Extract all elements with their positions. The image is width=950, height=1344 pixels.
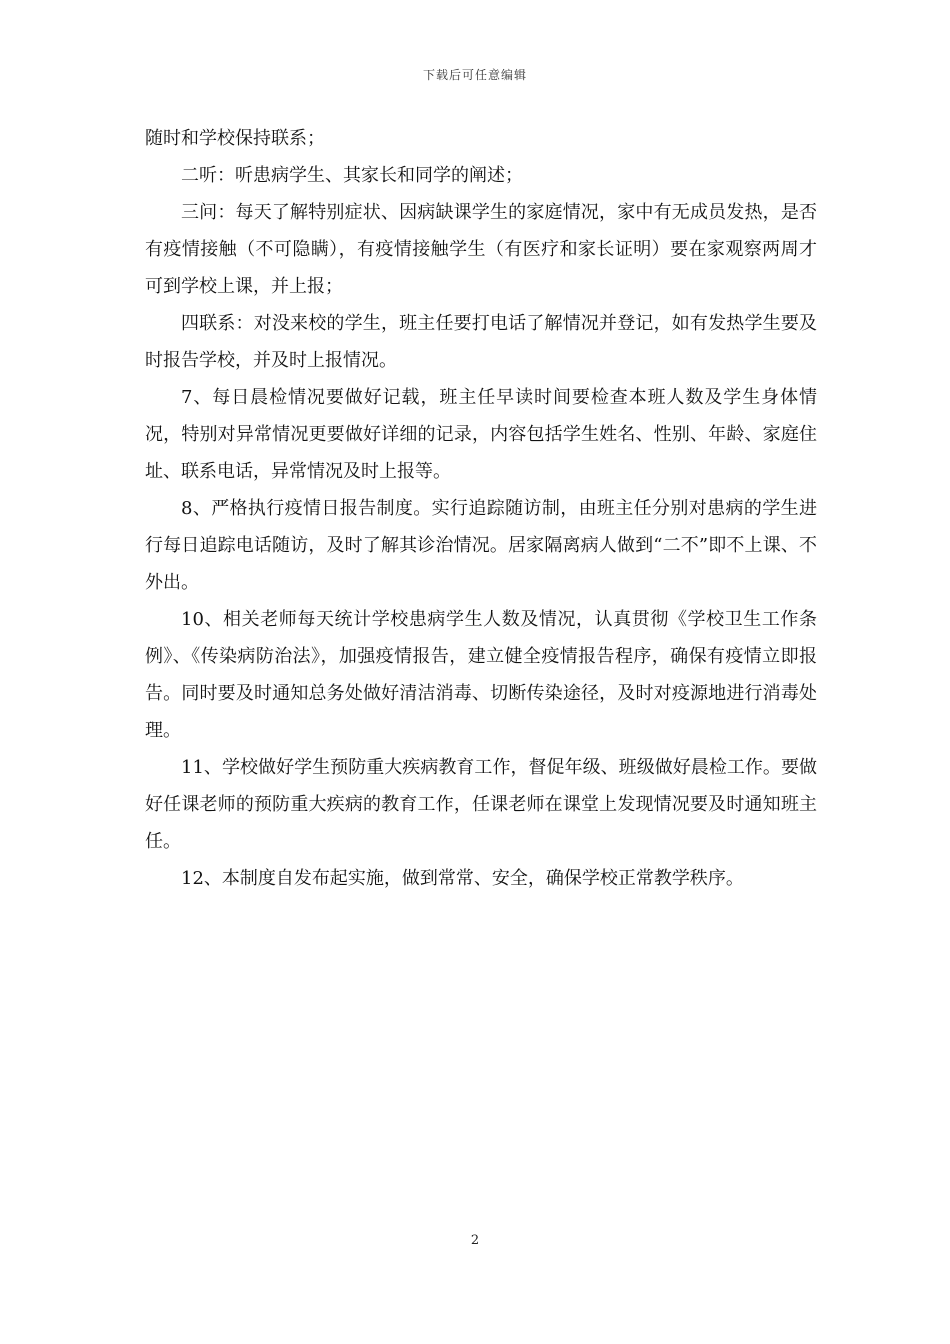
paragraph: 10、相关老师每天统计学校患病学生人数及情况，认真贯彻《学校卫生工作条例》、《传染病防治法》，加强疫情报告，建立健全疫情报告程序，确保有疫情立即报告。同时要及时通知总务处做好清洁消毒、切断传染途径，及时对疫源地进行消毒处理。 xyxy=(145,609,817,741)
paragraph: 12、本制度自发布起实施，做到常常、安全，确保学校正常教学秩序。 xyxy=(181,868,744,889)
paragraph: 7、每日晨检情况要做好记载，班主任早读时间要检查本班人数及学生身体情况，特别对异常情况更要做好详细的记录，内容包括学生姓名、性别、年龄、家庭住址、联系电话，异常情况及时上报等。 xyxy=(145,387,817,482)
paragraph: 三问：每天了解特别症状、因病缺课学生的家庭情况，家中有无成员发热，是否有疫情接触（不可隐瞒），有疫情接触学生（有医疗和家长证明）要在家观察两周才可到学校上课，并上报； xyxy=(145,202,817,297)
page-header: 下载后可任意编辑 xyxy=(422,68,527,82)
paragraph: 随时和学校保持联系； xyxy=(145,128,325,149)
paragraph: 11、学校做好学生预防重大疾病教育工作，督促年级、班级做好晨检工作。要做好任课老师的预防重大疾病的教育工作，任课老师在课堂上发现情况要及时通知班主任。 xyxy=(145,757,817,852)
document-body xyxy=(145,120,817,897)
paragraph: 8、严格执行疫情日报告制度。实行追踪随访制，由班主任分别对患病的学生进行每日追踪电话随访，及时了解其诊治情况。居家隔离病人做到“二不”即不上课、不外出。 xyxy=(145,498,817,593)
paragraph: 四联系：对没来校的学生，班主任要打电话了解情况并登记，如有发热学生要及时报告学校，并及时上报情况。 xyxy=(145,313,817,371)
paragraph: 二听：听患病学生、其家长和同学的阐述； xyxy=(181,165,523,186)
page-number: 2 xyxy=(470,1233,480,1248)
